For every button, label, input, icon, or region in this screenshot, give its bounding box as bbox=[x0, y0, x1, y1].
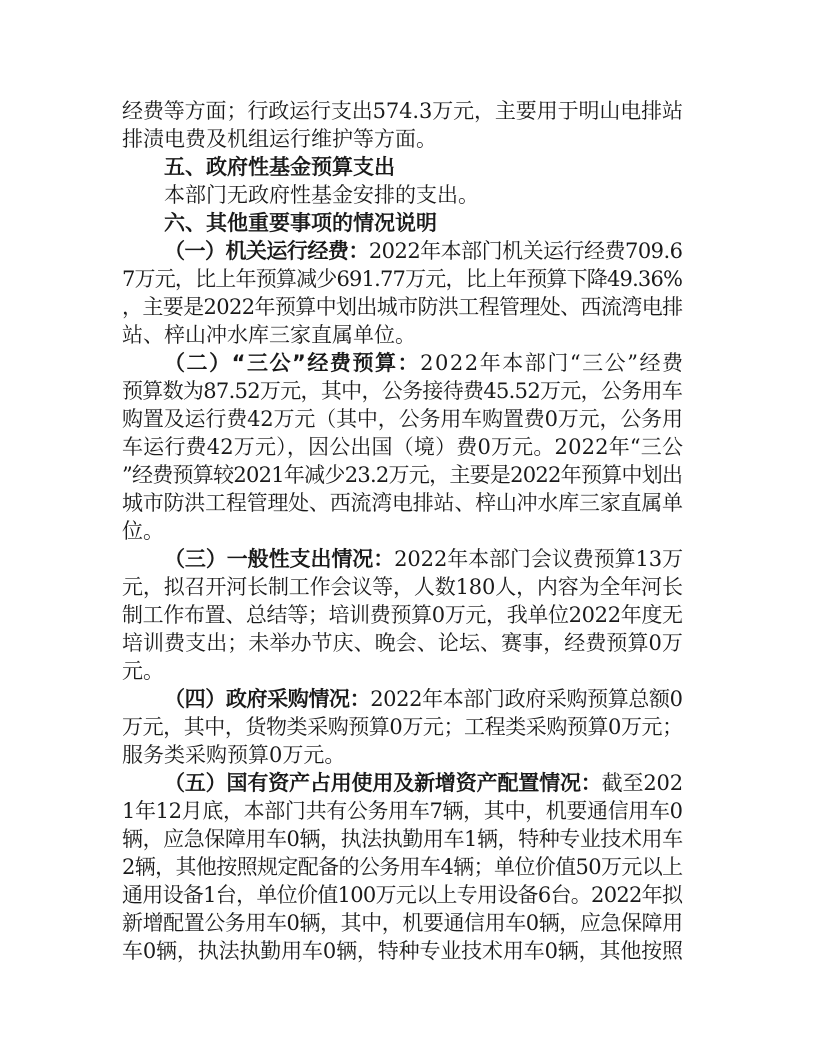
line-text: 站、梓山冲水库三家直属单位。 bbox=[122, 323, 416, 347]
body-text-line bbox=[122, 826, 683, 853]
line-text: 位。 bbox=[122, 519, 164, 543]
body-text-line bbox=[122, 630, 683, 657]
heading-label: （四）政府采购情况： bbox=[164, 687, 371, 711]
line-text: 2022年本部门机关运行经费709.6 bbox=[368, 239, 683, 263]
heading-label: （一）机关运行经费： bbox=[164, 239, 369, 263]
heading-label: 六、其他重要事项的情况说明 bbox=[164, 211, 437, 235]
heading-label: （五）国有资产占用使用及新增资产配置情况： bbox=[164, 771, 602, 795]
section-heading-line bbox=[164, 686, 683, 713]
line-text: 通用设备1台，单位价值100万元以上专用设备6台。2022年拟 bbox=[122, 883, 683, 907]
body-text-line bbox=[122, 322, 416, 349]
body-text-line bbox=[122, 126, 437, 153]
line-text: 预算数为87.52万元，其中，公务接待费45.52万元，公务用车 bbox=[122, 379, 683, 403]
body-text-line bbox=[122, 406, 683, 433]
body-text-line bbox=[122, 714, 683, 741]
line-text: 车运行费42万元），因公出国（境）费0万元。2022年“三公 bbox=[122, 435, 684, 459]
line-text: 制工作布置、总结等；培训费预算0万元，我单位2022年度无 bbox=[122, 603, 683, 627]
body-text-line bbox=[122, 938, 683, 965]
body-text-line bbox=[122, 910, 683, 937]
body-text-line bbox=[122, 490, 683, 517]
heading-label: （三）一般性支出情况： bbox=[164, 547, 395, 571]
body-text-line bbox=[122, 602, 683, 629]
body-text-line bbox=[122, 266, 682, 293]
body-text-line bbox=[122, 98, 683, 125]
body-text-line bbox=[122, 798, 683, 825]
section-heading-line bbox=[164, 238, 683, 265]
line-text: ”经费预算较2021年减少23.2万元，主要是2022年预算中划出 bbox=[122, 463, 683, 487]
body-text-line bbox=[122, 574, 683, 601]
body-text-line bbox=[122, 434, 683, 461]
line-text: 经费等方面；行政运行支出574.3万元，主要用于明山电排站 bbox=[122, 99, 683, 123]
line-text: 购置及运行费42万元（其中，公务用车购置费0万元，公务用 bbox=[122, 407, 683, 431]
line-text: 2022年本部门会议费预算13万 bbox=[394, 547, 684, 571]
line-text: 辆，应急保障用车0辆，执法执勤用车1辆，特种专业技术用车 bbox=[122, 827, 683, 851]
heading-label: （二）“三公”经费预算： bbox=[164, 351, 421, 375]
line-text: 万元，其中，货物类采购预算0万元；工程类采购预算0万元； bbox=[122, 715, 683, 739]
section-heading-line bbox=[164, 210, 437, 237]
section-heading-line bbox=[164, 546, 683, 573]
body-text-line bbox=[122, 378, 682, 405]
line-text: 2022年本部门政府采购预算总额0 bbox=[370, 687, 683, 711]
line-text: 1年12月底，本部门共有公务用车7辆，其中，机要通信用车0 bbox=[122, 799, 683, 823]
line-text: 城市防洪工程管理处、西流湾电排站、梓山冲水库三家直属单 bbox=[122, 491, 683, 515]
line-text: 元，拟召开河长制工作会议等，人数180人，内容为全年河长 bbox=[122, 575, 683, 599]
line-text: 排渍电费及机组运行维护等方面。 bbox=[122, 127, 437, 151]
section-heading-line bbox=[164, 350, 685, 377]
line-text: ，主要是2022年预算中划出城市防洪工程管理处、西流湾电排 bbox=[122, 295, 683, 319]
line-text: 截至202 bbox=[601, 771, 683, 795]
line-text: 元。 bbox=[122, 659, 164, 683]
line-text: 7万元，比上年预算减少691.77万元，比上年预算下降49.36% bbox=[122, 267, 683, 291]
body-text-line bbox=[122, 882, 682, 909]
body-text-line bbox=[122, 742, 345, 769]
line-text: 新增配置公务用车0辆，其中，机要通信用车0辆，应急保障用 bbox=[122, 911, 683, 935]
line-text: 培训费支出；未举办节庆、晚会、论坛、赛事，经费预算0万 bbox=[122, 631, 683, 655]
body-text-line bbox=[122, 462, 682, 489]
section-heading-line bbox=[164, 770, 683, 797]
line-text: 2022年本部门“三公”经费 bbox=[420, 351, 685, 375]
body-text-line bbox=[164, 182, 479, 209]
body-text-line bbox=[122, 294, 682, 321]
line-text: 本部门无政府性基金安排的支出。 bbox=[164, 183, 479, 207]
body-text-line bbox=[122, 854, 682, 881]
heading-label: 五、政府性基金预算支出 bbox=[164, 155, 395, 179]
line-text: 服务类采购预算0万元。 bbox=[122, 743, 346, 767]
section-heading-line bbox=[164, 154, 395, 181]
line-text: 2辆，其他按照规定配备的公务用车4辆；单位价值50万元以上 bbox=[122, 855, 683, 879]
line-text: 车0辆，执法执勤用车0辆，特种专业技术用车0辆，其他按照 bbox=[122, 939, 683, 963]
body-text-line bbox=[122, 518, 164, 545]
body-text-line bbox=[122, 658, 164, 685]
